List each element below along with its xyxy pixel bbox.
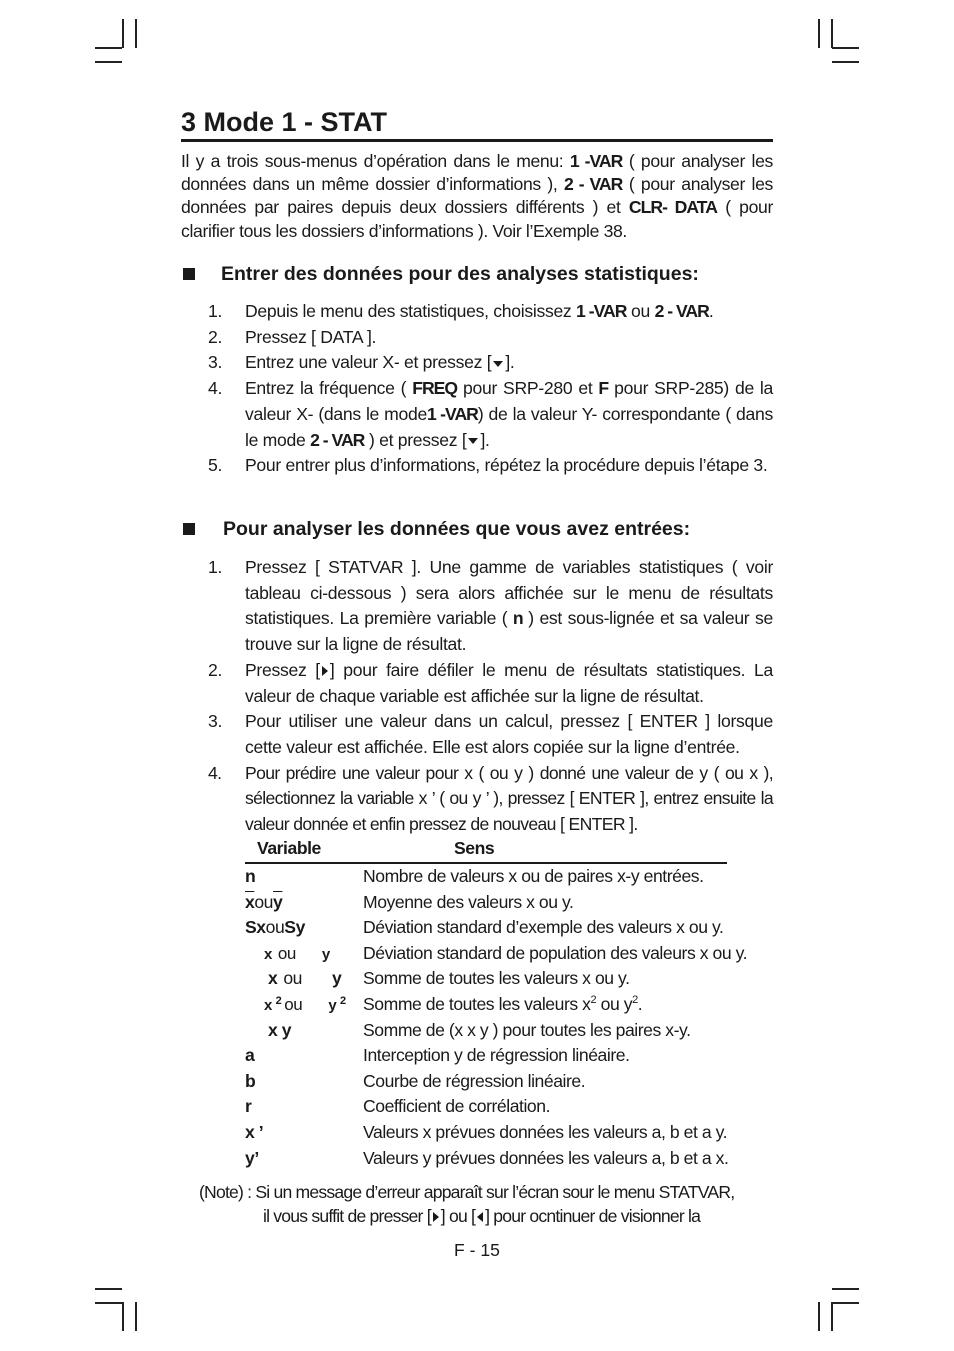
- list-item: 3. Pour utiliser une valeur dans un calcul, pressez [ ENTER ] lorsque cette valeur est affichée. Elle est alors copiée sur la ligne d’entrée.: [208, 711, 773, 757]
- table-row: x $^2$ ou y $^2$ Somme de toutes les valeurs $x^2$ ou $y^2$.: [264, 993, 643, 1014]
- bullet-square-icon: [183, 523, 195, 535]
- table-row: r Coefficient de corrélation.: [245, 1096, 551, 1117]
- variables-table: [245, 837, 773, 1171]
- page-title: 3 Mode 1 - STAT: [181, 105, 773, 142]
- list-item: 3. Entrez une valeur X- et pressez [ ].: [208, 352, 515, 373]
- steps-enter-data: [181, 299, 773, 479]
- table-row: a Interception y de régression linéaire.: [245, 1045, 630, 1066]
- table-row: SxouSy Déviation standard d’exemple des valeurs x ou y.: [245, 917, 724, 938]
- table-row: y’ Valeurs y prévues données les valeurs a, b et a x.: [245, 1147, 729, 1168]
- list-item: 1. Depuis le menu des statistiques, choisissez 1 -VAR ou 2 - VAR.: [208, 301, 714, 321]
- list-item: 2. Pressez [ ] pour faire défiler le menu de résultats statistiques. La valeur de chaque variable est affichée sur la ligne de résultat.: [208, 659, 773, 706]
- table-row: x ’ Valeurs x prévues données les valeurs a, b et a y.: [245, 1121, 728, 1142]
- table-row: x ou y Déviation standard de population des valeurs x ou y.: [264, 942, 748, 963]
- intro-paragraph: Il y a trois sous-menus d’opération dans le menu: 1 -VAR ( pour analyser les données dans un même dossier d’informations ), 2 - VAR ( pour analyser les données par paires depuis deux dossiers différents ) et CLR- DATA ( pour clarifier tous les dossiers d’informations ). Voir l’Exemple 38.: [181, 151, 773, 241]
- table-row: n Nombre de valeurs x ou de paires x-y entrées.: [245, 866, 704, 886]
- list-item: 4. Entrez la fréquence ( FREQ pour SRP-280 et F pour SRP-285) de la valeur X- (dans le mode1 -VAR) de la valeur Y- correspondante ( dans le mode 2 - VAR ) et pressez [ ].: [208, 378, 774, 450]
- table-row: $\overline{x}ou\overline{y}$ Moyenne des valeurs x ou y.: [245, 891, 574, 912]
- table-header: Variable Sens: [245, 837, 727, 864]
- list-item: 4. Pour prédire une valeur pour x ( ou y ) donné une valeur de y ( ou x ), sélectionnez la variable x ’ ( ou y ’ ), pressez [ ENTER ], entrez ensuite la valeur donnée et enfin pressez de nouveau [ ENTER ].: [208, 762, 773, 835]
- right-arrow-icon: [320, 664, 330, 678]
- down-arrow-icon: [491, 359, 505, 369]
- note: (Note) : Si un message d’erreur apparaît sur l’écran sour le menu STATVAR, il vous suffit de presser [ ] ou [ ] pour ocntinuer de visionner la: [199, 1182, 735, 1226]
- left-arrow-icon: [475, 1210, 485, 1224]
- table-row: b Courbe de régression linéaire.: [245, 1070, 586, 1091]
- list-item: 2. Pressez [ DATA ].: [208, 326, 377, 347]
- bullet-square-icon: [183, 268, 195, 280]
- list-item: 5. Pour entrer plus d’informations, répétez la procédure depuis l’étape 3.: [208, 455, 768, 476]
- table-row: x ou y Somme de toutes les valeurs x ou y.: [268, 968, 630, 989]
- steps-analyse-data: [181, 555, 773, 838]
- table-row: x y Somme de (x x y ) pour toutes les paires x-y.: [268, 1019, 691, 1040]
- list-item: 1. Pressez [ STATVAR ]. Une gamme de variables statistiques ( voir tableau ci-dessous ) sera alors affichée sur le menu de résultats statistiques. La première variable ( n ) est sous-lignée et sa valeur se trouve sur la ligne de résultat.: [208, 557, 773, 655]
- right-arrow-icon: [431, 1210, 441, 1224]
- down-arrow-icon: [466, 436, 480, 446]
- page-number: F - 15: [454, 1240, 500, 1260]
